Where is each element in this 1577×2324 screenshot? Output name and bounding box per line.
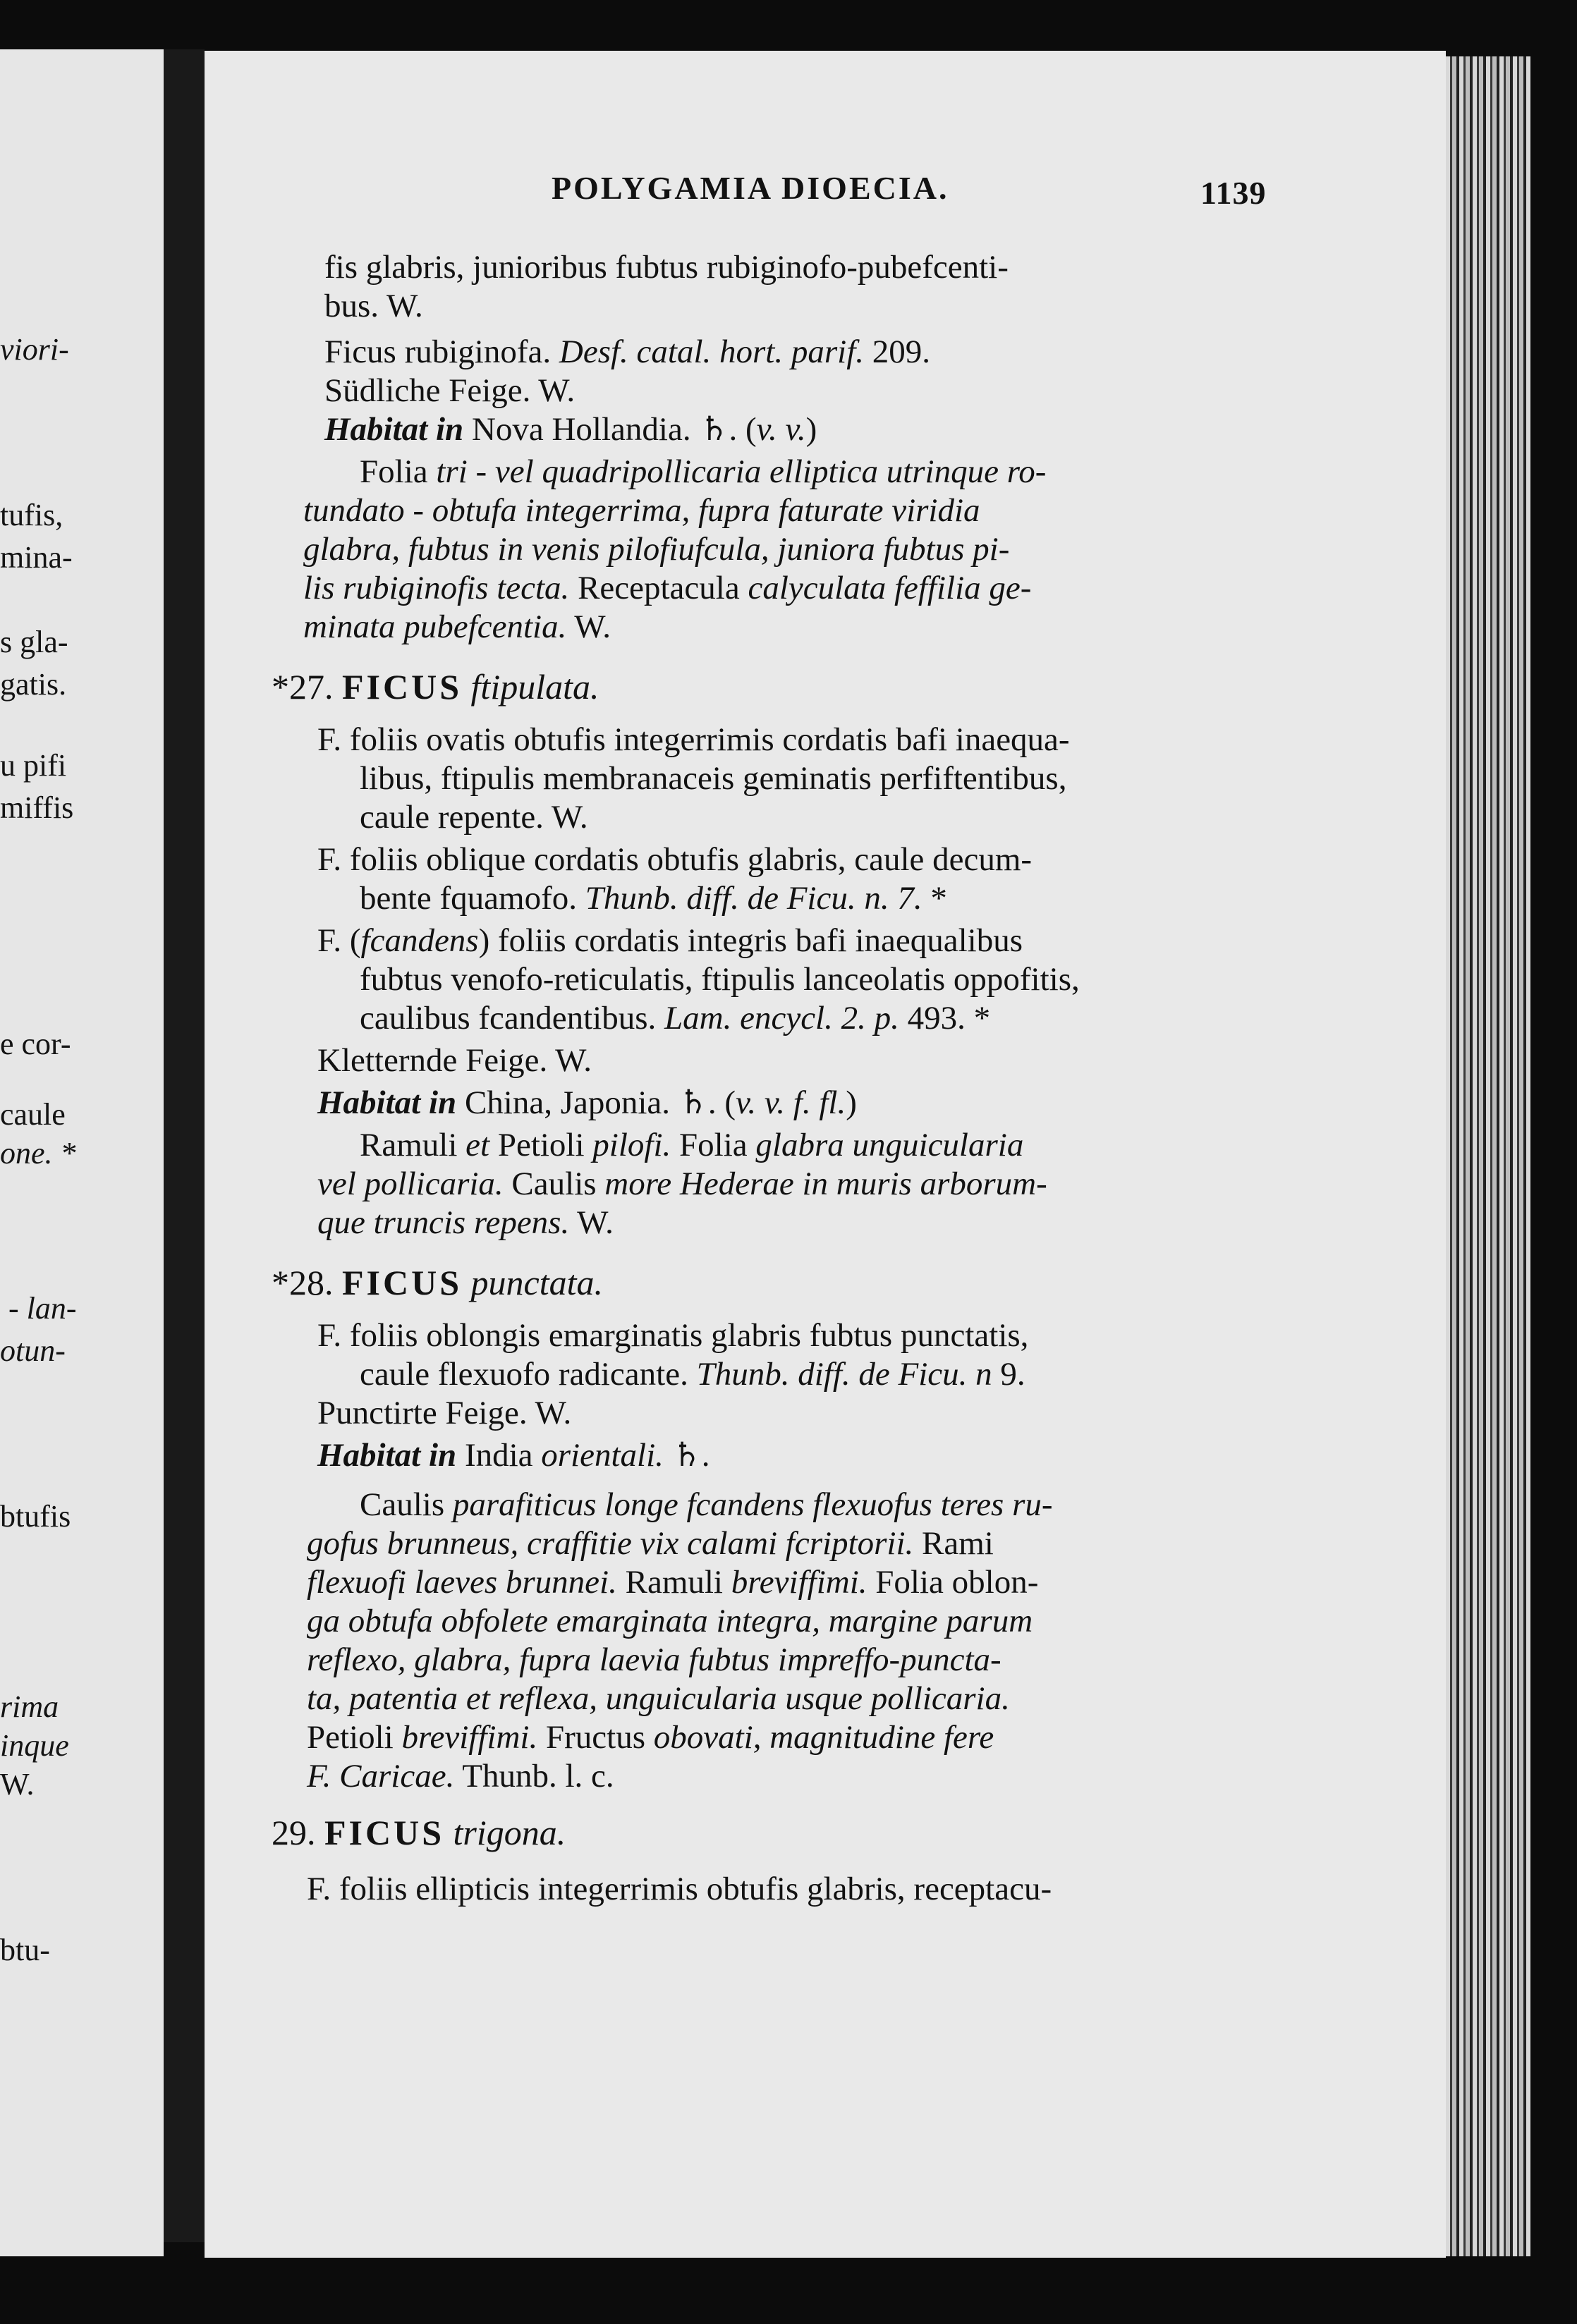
text-segment: Ficus rubiginofa. bbox=[324, 334, 559, 370]
text-segment: Petioli bbox=[489, 1127, 593, 1163]
text-segment: glabra unguicularia bbox=[755, 1127, 1024, 1163]
text-line bbox=[317, 1204, 614, 1242]
text-line bbox=[317, 1165, 1047, 1203]
page-edges bbox=[1446, 56, 1530, 2256]
text-segment: F. foliis oblongis emarginatis glabris fubtus punctatis, bbox=[317, 1317, 1029, 1354]
text-segment: tri - vel quadripollicaria elliptica utrinque ro- bbox=[436, 453, 1047, 490]
text-segment: F. foliis ellipticis integerrimis obtufis glabris, receptacu- bbox=[307, 1871, 1052, 1907]
text-segment bbox=[444, 1813, 453, 1852]
text-segment: Thunb. diff. de Ficu. n bbox=[696, 1356, 992, 1393]
text-line bbox=[360, 960, 1080, 998]
facing-page-fragment: inque bbox=[0, 1728, 69, 1763]
text-segment: trigona. bbox=[453, 1813, 566, 1852]
text-line bbox=[307, 1602, 1033, 1640]
facing-page-fragment: mina- bbox=[0, 540, 73, 575]
facing-page-fragment: W. bbox=[0, 1767, 35, 1802]
text-segment: breviffimi. bbox=[401, 1719, 538, 1756]
text-segment: Kletternde Feige. W. bbox=[317, 1042, 592, 1079]
facing-page-fragment: rima bbox=[0, 1689, 59, 1724]
text-segment: Lam. encycl. 2. p. bbox=[664, 1000, 899, 1036]
text-segment: flexuofi laeves brunnei. bbox=[307, 1564, 617, 1601]
facing-page-fragment: gatis. bbox=[0, 667, 67, 702]
page-number: 1139 bbox=[1200, 175, 1267, 211]
text-segment: *27. bbox=[272, 667, 342, 707]
text-segment: ) bbox=[846, 1084, 857, 1121]
text-segment: minata pubefcentia. bbox=[303, 608, 567, 645]
text-segment: ftipulata. bbox=[470, 667, 599, 707]
text-segment: parafiticus longe fcandens flexuofus teres ru- bbox=[452, 1486, 1053, 1523]
text-line bbox=[307, 1563, 1038, 1601]
text-segment: breviffimi. bbox=[731, 1564, 867, 1601]
text-segment: 9. bbox=[992, 1356, 1025, 1393]
text-line bbox=[360, 879, 947, 917]
facing-page-fragment: miffis bbox=[0, 790, 74, 825]
text-segment: FICUS bbox=[342, 1263, 463, 1302]
text-segment: tundato - obtufa integerrima, fupra faturate viridia bbox=[303, 492, 980, 529]
text-segment: Punctirte Feige. W. bbox=[317, 1395, 572, 1431]
facing-page-left bbox=[0, 49, 164, 2256]
text-line bbox=[303, 569, 1031, 607]
text-line bbox=[360, 1126, 1023, 1164]
text-segment: Folia oblon- bbox=[867, 1564, 1039, 1601]
text-line bbox=[324, 287, 423, 325]
text-line bbox=[307, 1641, 1001, 1679]
text-segment: gofus brunneus, craffitie vix calami fcriptorii. bbox=[307, 1525, 914, 1562]
text-segment: v. v. bbox=[756, 411, 806, 448]
text-segment: Folia bbox=[671, 1127, 756, 1163]
text-line bbox=[317, 1316, 1028, 1354]
text-line bbox=[360, 999, 990, 1037]
text-line bbox=[324, 410, 817, 448]
text-segment: caule repente. W. bbox=[360, 799, 588, 836]
text-segment: Ramuli bbox=[616, 1564, 731, 1601]
text-segment bbox=[462, 667, 471, 707]
text-line bbox=[307, 1870, 1052, 1908]
text-line bbox=[324, 248, 1009, 286]
text-segment: 209. bbox=[864, 334, 931, 370]
facing-page-fragment: viori- bbox=[0, 332, 69, 367]
text-line bbox=[324, 372, 575, 410]
text-segment: et bbox=[465, 1127, 490, 1163]
text-segment: F. Caricae. bbox=[307, 1758, 455, 1794]
facing-page-fragment: btu- bbox=[0, 1933, 50, 1967]
text-segment: ) bbox=[805, 411, 817, 448]
text-segment: Desf. catal. hort. parif. bbox=[559, 334, 865, 370]
facing-page-fragment: one. * bbox=[0, 1136, 76, 1170]
text-line bbox=[317, 1436, 710, 1474]
facing-page-fragment: u pifi bbox=[0, 748, 67, 783]
text-segment: Ramuli bbox=[360, 1127, 466, 1163]
text-segment: Nova Hollandia. ♄. ( bbox=[463, 411, 757, 448]
text-segment: Habitat in bbox=[317, 1437, 457, 1474]
text-segment: Habitat in bbox=[317, 1084, 457, 1121]
text-segment: Thunb. l. c. bbox=[454, 1758, 614, 1794]
text-segment: v. v. f. fl. bbox=[736, 1084, 846, 1121]
text-line bbox=[303, 491, 980, 530]
text-segment: Caulis bbox=[503, 1166, 605, 1202]
facing-page-fragment: otun- bbox=[0, 1333, 66, 1368]
facing-page-fragment: s gla- bbox=[0, 625, 68, 659]
facing-page-fragment: btufis bbox=[0, 1499, 71, 1534]
species-heading bbox=[272, 668, 599, 706]
text-segment: Caulis bbox=[360, 1486, 453, 1523]
text-segment: Folia bbox=[360, 453, 437, 490]
text-line bbox=[317, 1084, 857, 1122]
text-segment: Petioli bbox=[307, 1719, 402, 1756]
text-segment: fubtus venofo-reticulatis, ftipulis lanceolatis oppofitis, bbox=[360, 961, 1080, 998]
book-gutter bbox=[164, 49, 205, 2242]
text-segment: F. foliis ovatis obtufis integerrimis cordatis bafi inaequa- bbox=[317, 721, 1070, 758]
text-segment: China, Japonia. ♄. ( bbox=[456, 1084, 736, 1121]
text-segment: Habitat in bbox=[324, 411, 464, 448]
text-line bbox=[307, 1718, 994, 1756]
text-line bbox=[317, 840, 1032, 879]
facing-page-fragment: e cor- bbox=[0, 1027, 71, 1061]
text-line bbox=[360, 1355, 1025, 1393]
text-line bbox=[317, 922, 1023, 960]
text-line bbox=[307, 1757, 614, 1795]
text-segment: F. foliis oblique cordatis obtufis glabris, caule decum- bbox=[317, 841, 1033, 878]
text-segment: FICUS bbox=[342, 667, 463, 707]
text-segment: caule flexuofo radicante. bbox=[360, 1356, 697, 1393]
text-line bbox=[307, 1680, 1010, 1718]
text-segment: fis glabris, junioribus fubtus rubiginofo-pubefcenti- bbox=[324, 249, 1009, 286]
text-segment: punctata. bbox=[470, 1263, 604, 1302]
text-segment: Receptacula bbox=[569, 570, 748, 606]
text-segment: ta, patentia et reflexa, unguicularia usque pollicaria. bbox=[307, 1680, 1010, 1717]
text-segment: Thunb. diff. de Ficu. n. 7. bbox=[585, 880, 923, 917]
text-segment: 29. bbox=[272, 1813, 324, 1852]
book-page bbox=[205, 51, 1446, 2258]
text-segment: libus, ftipulis membranaceis geminatis perfiftentibus, bbox=[360, 760, 1067, 797]
text-segment: 493. * bbox=[899, 1000, 991, 1036]
text-segment: W. bbox=[569, 1204, 614, 1241]
text-line bbox=[360, 759, 1066, 797]
text-segment: reflexo, glabra, fupra laevia fubtus impreffo-puncta- bbox=[307, 1641, 1001, 1678]
text-segment: ♄. bbox=[663, 1437, 710, 1474]
text-segment: Rami bbox=[913, 1525, 994, 1562]
text-segment: caulibus fcandentibus. bbox=[360, 1000, 665, 1036]
text-segment: que truncis repens. bbox=[317, 1204, 570, 1241]
text-segment: FICUS bbox=[324, 1813, 445, 1852]
text-segment: orientali. bbox=[541, 1437, 664, 1474]
text-line bbox=[317, 1041, 592, 1080]
text-line bbox=[317, 721, 1070, 759]
text-segment: ) foliis cordatis integris bafi inaequalibus bbox=[478, 922, 1023, 959]
text-segment bbox=[462, 1263, 471, 1302]
text-segment: glabra, fubtus in venis pilofiufcula, juniora fubtus pi- bbox=[303, 531, 1010, 568]
text-segment: ga obtufa obfolete emarginata integra, margine parum bbox=[307, 1603, 1033, 1639]
text-line bbox=[307, 1524, 994, 1562]
text-line bbox=[324, 333, 930, 371]
text-line bbox=[360, 453, 1046, 491]
running-title: POLYGAMIA DIOECIA. bbox=[552, 170, 949, 206]
text-segment: calyculata feffilia ge- bbox=[748, 570, 1032, 606]
text-segment: bus. W. bbox=[324, 288, 423, 324]
facing-page-fragment: tufis, bbox=[0, 498, 63, 532]
text-segment: lis rubiginofis tecta. bbox=[303, 570, 570, 606]
text-line bbox=[360, 1486, 1053, 1524]
text-segment: more Hederae in muris arborum- bbox=[604, 1166, 1047, 1202]
text-line bbox=[360, 798, 588, 836]
text-segment: Südliche Feige. W. bbox=[324, 372, 576, 409]
text-line bbox=[303, 608, 611, 646]
text-line bbox=[317, 1394, 571, 1432]
text-segment: Fructus bbox=[537, 1719, 654, 1756]
text-segment: fcandens bbox=[360, 922, 479, 959]
species-heading bbox=[272, 1814, 566, 1852]
text-segment: vel pollicaria. bbox=[317, 1166, 504, 1202]
facing-page-fragment: caule bbox=[0, 1097, 66, 1132]
text-line bbox=[303, 530, 1009, 568]
text-segment: *28. bbox=[272, 1263, 342, 1302]
text-segment: obovati, magnitudine fere bbox=[653, 1719, 994, 1756]
text-segment: pilofi. bbox=[592, 1127, 671, 1163]
text-segment: * bbox=[922, 880, 947, 917]
text-segment: F. ( bbox=[317, 922, 361, 959]
text-segment: W. bbox=[566, 608, 611, 645]
facing-page-fragment: - lan- bbox=[8, 1291, 77, 1326]
species-heading bbox=[272, 1264, 603, 1302]
text-segment: India bbox=[456, 1437, 542, 1474]
text-segment: bente fquamofo. bbox=[360, 880, 585, 917]
